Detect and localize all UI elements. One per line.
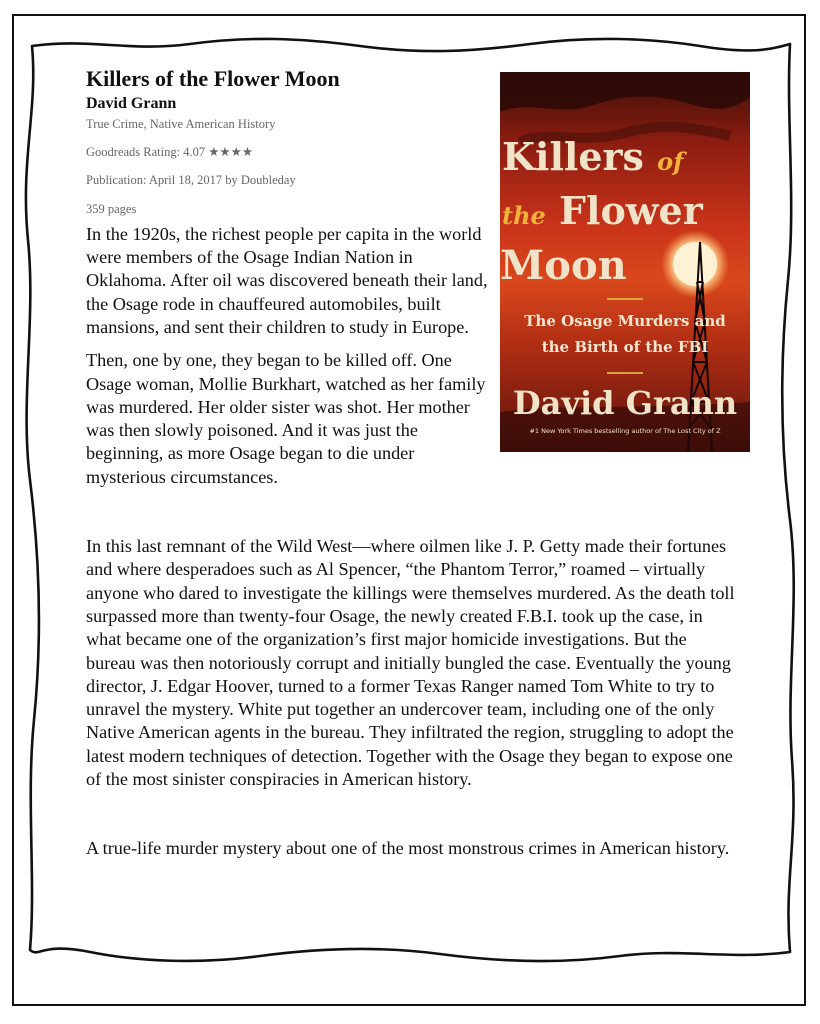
book-author: David Grann <box>86 95 177 113</box>
book-cover-image <box>500 72 750 452</box>
goodreads-rating: Goodreads Rating: 4.07 ★★★★ <box>86 145 254 160</box>
cover-author: David Grann <box>512 384 738 422</box>
page-count: 359 pages <box>86 201 137 216</box>
book-title: Killers of the Flower Moon <box>86 66 340 91</box>
cover-divider-bottom <box>607 372 643 374</box>
summary-paragraph-1: In the 1920s, the richest people per capita in the world were members of the Osage Indian Nation in Oklahoma. After oil was discovered beneath their land, the Osage rode in chauffeured automobiles, built mansions, and sent their children to study in Europe. <box>86 223 488 337</box>
cover-title-line-1: Killers of <box>502 134 684 179</box>
cover-divider-top <box>607 298 643 300</box>
publication-info: Publication: April 18, 2017 by Doubleday <box>86 173 296 188</box>
cover-title-line-2: the Flower <box>502 188 703 233</box>
summary-paragraph-4: A true-life murder mystery about one of the most monstrous crimes in American history. <box>86 838 730 859</box>
book-summary-card <box>86 66 736 861</box>
summary-paragraph-3: In this last remnant of the Wild West—where oilmen like J. P. Getty made their fortunes and where desperadoes such as Al Spencer, “the Phantom Terror,” roamed – virtually anyone who dared to investigate the killings were themselves murdered. As the death toll surpassed more than twenty-four Osage, the newly created F.B.I. took up the case, in what became one of the organization’s first major homicide investigations. But the bureau was then notoriously corrupt and initially bungled the case. Eventually the young director, J. Edgar Hoover, turned to a former Texas Ranger named Tom White to try to unravel the mystery. White put together an undercover team, including one of the only Native American agents in the bureau. They infiltrated the region, struggling to adopt the latest modern techniques of detection. Together with the Osage they began to expose one of the most sinister conspiracies in American history. <box>86 536 735 790</box>
book-genres: True Crime, Native American History <box>86 116 276 131</box>
cover-title-line-3: Moon <box>500 242 627 289</box>
cover-subtitle-line-1: The Osage Murders and <box>524 312 726 330</box>
summary-paragraph-2: Then, one by one, they began to be killed off. One Osage woman, Mollie Burkhart, watched as her family was murdered. Her older sister was shot. Her mother was then slowly poisoned. And it was just the beginning, as more Osage began to die under mysterious circumstances. <box>86 350 486 487</box>
cover-tagline: #1 New York Times bestselling author of The Lost City of Z <box>529 427 721 435</box>
cover-subtitle-line-2: the Birth of the FBI <box>541 338 709 357</box>
cover-subtitle <box>500 308 750 361</box>
